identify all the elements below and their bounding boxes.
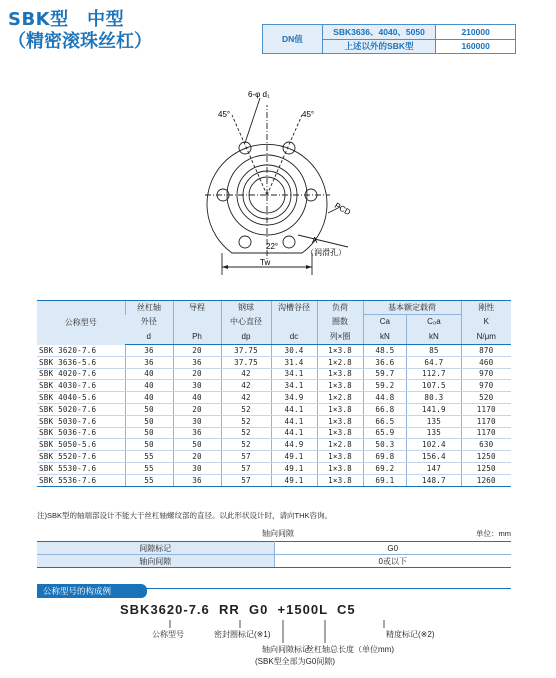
table-cell: 20 — [173, 368, 221, 380]
table-cell: 1170 — [461, 415, 511, 427]
header-ball-center: 钢球 — [221, 301, 271, 315]
table-cell: 1250 — [461, 451, 511, 463]
table-cell: 1×2.8 — [317, 356, 363, 368]
dn-value-1: 210000 — [436, 25, 516, 40]
dn-models-1: SBK3636、4040、5050 — [322, 25, 436, 40]
clearance-value: 0或以下 — [274, 555, 511, 568]
caption-clearance: 轴向间隙标记 — [262, 645, 310, 654]
table-cell: 55 — [125, 474, 173, 486]
table-cell: 44.9 — [271, 439, 317, 451]
header-shaft-od: 丝杠轴 — [125, 301, 173, 315]
footnote: 注)SBK型的轴端部设计不能大于丝杠轴螺纹部的直径。以此形状设计时，请向THK咨询。 — [37, 511, 333, 520]
table-cell: 20 — [173, 451, 221, 463]
table-cell: 59.2 — [363, 380, 407, 392]
table-cell: 49.1 — [271, 451, 317, 463]
table-cell: 40 — [125, 368, 173, 380]
header-ball-center-2: 中心直径 — [221, 315, 271, 329]
header-thread-minor: 沟槽谷径 — [271, 301, 317, 315]
dn-label: DN值 — [263, 25, 323, 54]
table-cell: 1260 — [461, 474, 511, 486]
table-cell: 40 — [173, 392, 221, 404]
table-cell: SBK 5530-7.6 — [37, 462, 125, 474]
table-cell: 1×3.8 — [317, 345, 363, 357]
table-cell: 57 — [221, 462, 271, 474]
table-cell: 1×3.8 — [317, 451, 363, 463]
header-coa-unit: kN — [407, 329, 461, 345]
table-cell: 44.1 — [271, 415, 317, 427]
table-cell: 30 — [173, 380, 221, 392]
table-cell: 65.9 — [363, 427, 407, 439]
table-cell: 36 — [173, 474, 221, 486]
table-cell: 52 — [221, 403, 271, 415]
table-cell: 50 — [125, 403, 173, 415]
table-cell: 52 — [221, 427, 271, 439]
table-cell: 69.1 — [363, 474, 407, 486]
table-cell: 40 — [125, 392, 173, 404]
table-cell: 135 — [407, 427, 461, 439]
table-cell: 1250 — [461, 462, 511, 474]
table-cell: 59.7 — [363, 368, 407, 380]
angle-left-label: 45° — [218, 110, 231, 119]
table-cell: SBK 5030-7.6 — [37, 415, 125, 427]
table-cell: 36 — [125, 345, 173, 357]
oil-hole-desc: （润滑孔） — [306, 248, 346, 257]
pcd-label: PCD — [333, 200, 353, 218]
dn-value-2: 160000 — [436, 39, 516, 54]
table-cell: 50.3 — [363, 439, 407, 451]
header-ca-unit: kN — [363, 329, 407, 345]
header-model: 公称型号 — [37, 301, 125, 345]
table-cell: SBK 5050-5.6 — [37, 439, 125, 451]
angle-bottom-label: 22° — [266, 242, 279, 251]
table-cell: 630 — [461, 439, 511, 451]
caption-accuracy: 精度标记(※2) — [386, 630, 435, 639]
table-cell: 52 — [221, 415, 271, 427]
table-cell: 50 — [125, 427, 173, 439]
oil-hole-label: A — [312, 236, 318, 245]
dn-models-2: 上述以外的SBK型 — [322, 39, 436, 54]
table-cell: 1×2.8 — [317, 439, 363, 451]
header-circuits-2: 圈数 — [317, 315, 363, 329]
table-cell: 31.4 — [271, 356, 317, 368]
table-cell: 50 — [125, 415, 173, 427]
table-cell: 66.8 — [363, 403, 407, 415]
table-cell: SBK 3636-5.6 — [37, 356, 125, 368]
table-cell: 50 — [125, 439, 173, 451]
table-cell: 64.7 — [407, 356, 461, 368]
table-cell: 48.5 — [363, 345, 407, 357]
axial-clearance-title: 轴向间隙 — [262, 529, 294, 538]
table-cell: 147 — [407, 462, 461, 474]
table-cell: 37.75 — [221, 345, 271, 357]
table-cell: 44.1 — [271, 427, 317, 439]
table-cell: 57 — [221, 451, 271, 463]
table-cell: 520 — [461, 392, 511, 404]
table-cell: 112.7 — [407, 368, 461, 380]
clearance-symbol-value: G0 — [274, 542, 511, 555]
table-cell: 1×3.8 — [317, 415, 363, 427]
header-circuits-3: 列×圈 — [317, 329, 363, 345]
table-cell: 85 — [407, 345, 461, 357]
table-cell: 80.3 — [407, 392, 461, 404]
table-cell: 36 — [125, 356, 173, 368]
table-cell: SBK 5020-7.6 — [37, 403, 125, 415]
table-cell: 1170 — [461, 403, 511, 415]
table-cell: 1×2.8 — [317, 392, 363, 404]
table-cell: 44.1 — [271, 403, 317, 415]
table-cell: 970 — [461, 368, 511, 380]
table-cell: SBK 5036-7.6 — [37, 427, 125, 439]
table-cell: 34.1 — [271, 380, 317, 392]
table-cell: 40 — [125, 380, 173, 392]
table-cell: SBK 5536-7.6 — [37, 474, 125, 486]
header-rigidity-3: N/μm — [461, 329, 511, 345]
hole-label: 6-φ d₁ — [248, 90, 270, 99]
table-cell: 36 — [173, 356, 221, 368]
table-cell: 34.1 — [271, 368, 317, 380]
table-cell: 30.4 — [271, 345, 317, 357]
header-coa: C₀a — [407, 315, 461, 329]
table-cell: 156.4 — [407, 451, 461, 463]
table-cell: 1×3.8 — [317, 403, 363, 415]
page-subtitle: （精密滚珠丝杠） — [8, 31, 152, 52]
table-cell: 970 — [461, 380, 511, 392]
table-cell: 1×3.8 — [317, 368, 363, 380]
angle-right-label: 45° — [302, 110, 315, 119]
header-rigidity: 刚性 — [461, 301, 511, 315]
clearance-symbol-key: 间隙标记 — [37, 542, 274, 555]
caption-model: 公称型号 — [152, 630, 184, 639]
unit-label: 单位：mm — [476, 529, 511, 538]
table-cell: 870 — [461, 345, 511, 357]
table-cell: 42 — [221, 380, 271, 392]
table-cell: 55 — [125, 451, 173, 463]
caption-length: 丝杠轴总长度（单位mm) — [306, 645, 394, 654]
table-cell: SBK 4040-5.6 — [37, 392, 125, 404]
caption-clearance-note: (SBK型全部为G0间隙) — [255, 657, 336, 666]
table-cell: 55 — [125, 462, 173, 474]
caption-seal: 密封圈标记(※1) — [214, 630, 271, 639]
page-title: SBK型 中型 — [8, 9, 125, 30]
table-cell: 1×3.8 — [317, 462, 363, 474]
table-cell: 1×3.8 — [317, 474, 363, 486]
model-code-example: SBK3620-7.6 RR G0 +1500L C5 — [120, 602, 356, 617]
header-rigidity-2: K — [461, 315, 511, 329]
table-cell: 69.8 — [363, 451, 407, 463]
header-ca: Ca — [363, 315, 407, 329]
table-cell: 49.1 — [271, 474, 317, 486]
table-cell: SBK 4030-7.6 — [37, 380, 125, 392]
table-cell: 30 — [173, 462, 221, 474]
table-cell: 107.5 — [407, 380, 461, 392]
table-cell: SBK 4020-7.6 — [37, 368, 125, 380]
table-cell: 141.9 — [407, 403, 461, 415]
header-rated-load: 基本额定载荷 — [363, 301, 461, 315]
table-cell: 34.9 — [271, 392, 317, 404]
table-cell: 36 — [173, 427, 221, 439]
header-shaft-od-2: 外径 — [125, 315, 173, 329]
table-cell: 102.4 — [407, 439, 461, 451]
table-cell: 1170 — [461, 427, 511, 439]
header-lead-3: Ph — [173, 329, 221, 345]
table-cell: 460 — [461, 356, 511, 368]
table-cell: 1×3.8 — [317, 380, 363, 392]
table-cell: 44.8 — [363, 392, 407, 404]
table-cell: 20 — [173, 403, 221, 415]
header-ball-center-3: dp — [221, 329, 271, 345]
header-thread-minor-3: dc — [271, 329, 317, 345]
header-lead: 导程 — [173, 301, 221, 315]
table-cell: 42 — [221, 368, 271, 380]
table-cell: 50 — [173, 439, 221, 451]
table-cell: 135 — [407, 415, 461, 427]
table-cell: 69.2 — [363, 462, 407, 474]
table-cell: 20 — [173, 345, 221, 357]
section-title: 公称型号的构成例 — [37, 584, 147, 598]
table-cell: 37.75 — [221, 356, 271, 368]
clearance-key: 轴向间隙 — [37, 555, 274, 568]
table-cell: SBK 5520-7.6 — [37, 451, 125, 463]
table-cell: 30 — [173, 415, 221, 427]
table-cell: 57 — [221, 474, 271, 486]
width-label: Tw — [260, 258, 271, 267]
table-cell: 42 — [221, 392, 271, 404]
table-cell: 148.7 — [407, 474, 461, 486]
table-cell: 49.1 — [271, 462, 317, 474]
header-shaft-od-3: d — [125, 329, 173, 345]
table-cell: 52 — [221, 439, 271, 451]
table-cell: SBK 3620-7.6 — [37, 345, 125, 357]
header-circuits: 负荷 — [317, 301, 363, 315]
table-cell: 1×3.8 — [317, 427, 363, 439]
table-cell: 66.5 — [363, 415, 407, 427]
table-cell: 36.6 — [363, 356, 407, 368]
